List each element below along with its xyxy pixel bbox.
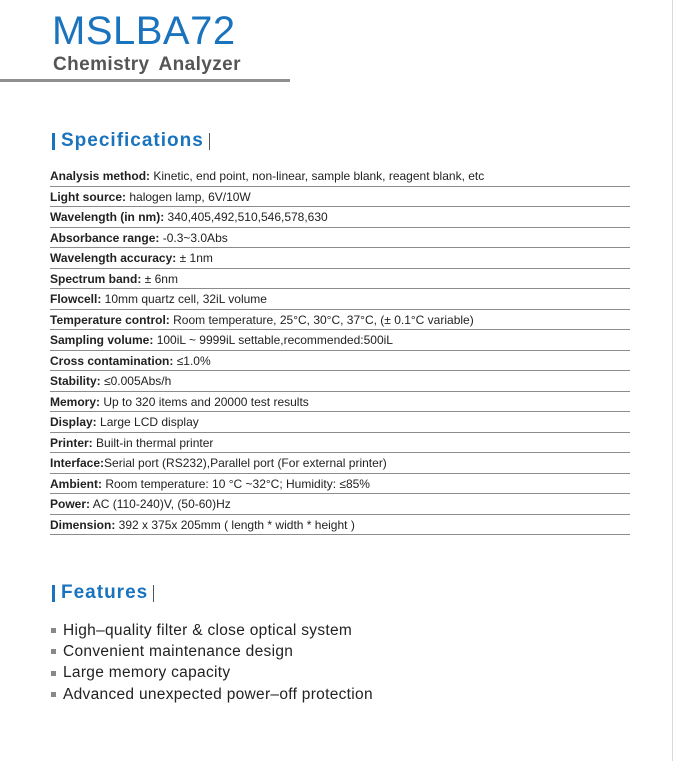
spec-value: Large LCD display <box>96 415 199 429</box>
spec-label: Cross contamination: <box>50 353 174 368</box>
model-subtitle: Chemistry Analyzer <box>53 54 241 75</box>
spec-row <box>50 392 630 413</box>
spec-value: Up to 320 items and 20000 test results <box>100 394 309 409</box>
features-heading-text: Features <box>61 582 149 603</box>
spec-label: Dimension: <box>50 517 116 532</box>
spec-value: Serial port (RS232),Parallel port (For external printer) <box>104 456 387 470</box>
square-bullet-icon <box>51 649 56 654</box>
spec-row <box>50 187 630 208</box>
spec-label: Wavelength (in nm): <box>50 210 165 224</box>
square-bullet-icon <box>51 692 56 697</box>
spec-label: Spectrum band: <box>50 271 142 286</box>
spec-label: Wavelength accuracy: <box>50 251 177 265</box>
feature-item <box>50 641 373 662</box>
spec-value: Room temperature, 25°C, 30°C, 37°C, (± 0.1°C variable) <box>169 312 474 327</box>
spec-label: Printer: <box>50 435 93 450</box>
heading-end-marker <box>209 133 210 150</box>
spec-label: Power: <box>50 497 91 511</box>
specifications-table <box>50 166 630 535</box>
specifications-heading-text: Specifications <box>61 130 204 151</box>
page-edge-line <box>672 0 673 761</box>
spec-label: Temperature control: <box>50 312 170 327</box>
spec-value: -0.3~3.0Abs <box>159 230 228 245</box>
spec-value: AC (110-240)V, (50-60)Hz <box>90 497 231 511</box>
spec-row <box>50 453 630 474</box>
features-heading <box>52 581 154 605</box>
heading-end-marker <box>153 585 154 602</box>
spec-row <box>50 433 630 454</box>
spec-row <box>50 166 630 187</box>
spec-row <box>50 310 630 331</box>
spec-row <box>50 474 630 495</box>
feature-text: High–quality filter & close optical system <box>63 621 353 639</box>
spec-value: Kinetic, end point, non-linear, sample blank, reagent blank, etc <box>150 169 485 183</box>
spec-row <box>50 248 630 269</box>
spec-value: 10mm quartz cell, 32iL volume <box>101 292 267 306</box>
feature-text: Convenient maintenance design <box>63 642 294 660</box>
spec-label: Ambient: <box>50 476 102 491</box>
spec-label: Display: <box>50 415 97 429</box>
heading-marker-icon <box>52 133 55 150</box>
spec-label: Sampling volume: <box>50 333 154 347</box>
spec-row <box>50 228 630 249</box>
spec-value: 392 x 375x 205mm ( length * width * height ) <box>115 517 355 532</box>
spec-value: halogen lamp, 6V/10W <box>126 189 251 204</box>
spec-row <box>50 351 630 372</box>
feature-text: Advanced unexpected power–off protection <box>63 685 373 703</box>
square-bullet-icon <box>51 671 56 676</box>
feature-item <box>50 620 373 641</box>
spec-value: ± 1nm <box>176 251 213 265</box>
spec-label: Flowcell: <box>50 292 102 306</box>
spec-value: Room temperature: 10 °C ~32°C; Humidity: ≤85% <box>102 476 370 491</box>
feature-item <box>50 663 373 684</box>
spec-row <box>50 330 630 351</box>
spec-row <box>50 371 630 392</box>
spec-row <box>50 494 630 515</box>
spec-value: 340,405,492,510,546,578,630 <box>164 210 328 224</box>
spec-label: Stability: <box>50 374 101 388</box>
feature-item <box>50 684 373 705</box>
title-underline <box>0 79 290 82</box>
spec-row <box>50 207 630 228</box>
heading-marker-icon <box>52 585 55 602</box>
spec-value: ≤1.0% <box>173 353 211 368</box>
spec-row <box>50 269 630 290</box>
spec-label: Analysis method: <box>50 169 151 183</box>
spec-label: Interface: <box>50 456 105 470</box>
feature-text: Large memory capacity <box>63 664 231 682</box>
spec-row <box>50 412 630 433</box>
spec-value: 100iL ~ 9999iL settable,recommended:500iL <box>153 333 393 347</box>
spec-label: Memory: <box>50 394 101 409</box>
specifications-heading <box>52 129 210 153</box>
square-bullet-icon <box>51 628 56 633</box>
spec-value: ± 6nm <box>141 271 178 286</box>
spec-row <box>50 515 630 536</box>
spec-label: Absorbance range: <box>50 230 160 245</box>
spec-value: ≤0.005Abs/h <box>100 374 172 388</box>
model-title: MSLBA72 <box>52 9 236 53</box>
spec-value: Built-in thermal printer <box>92 435 214 450</box>
spec-row <box>50 289 630 310</box>
spec-label: Light source: <box>50 189 127 204</box>
features-list <box>50 620 373 705</box>
